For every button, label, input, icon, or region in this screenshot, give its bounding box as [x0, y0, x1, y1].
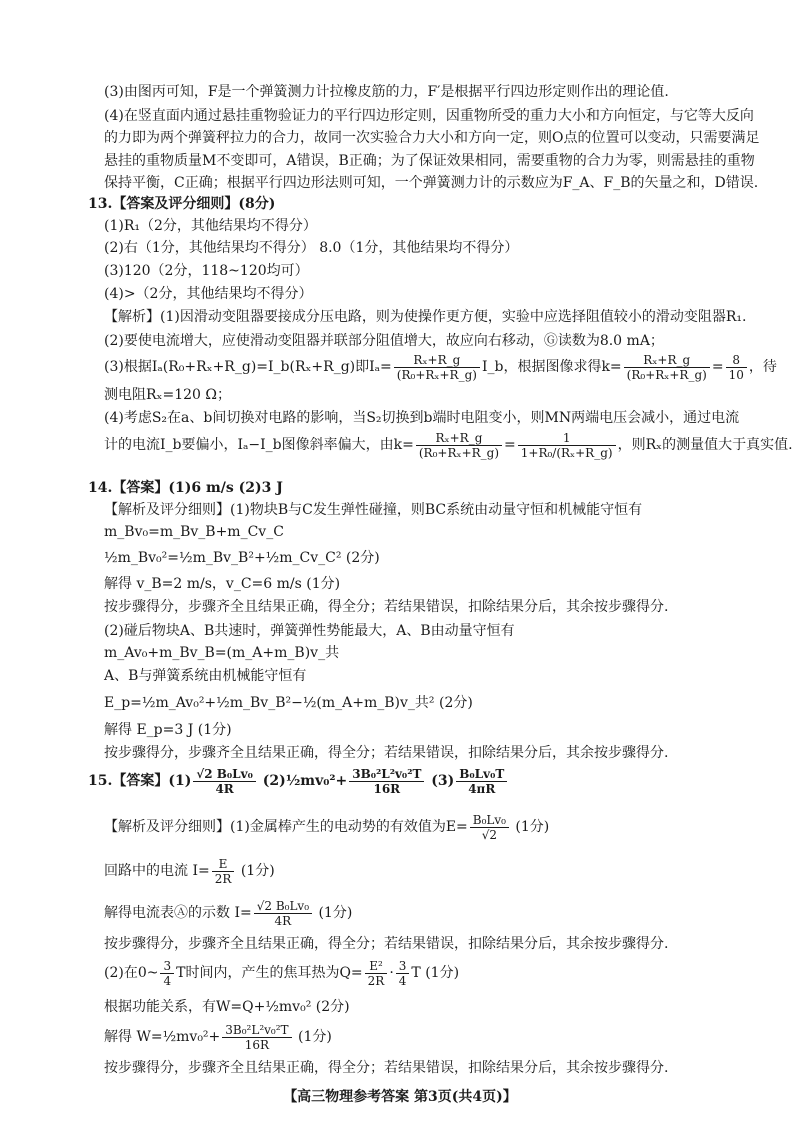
- formula-text: 解得电流表Ⓐ的示数 I=: [104, 905, 252, 921]
- text-line: (2)碰后物块A、B共速时，弹簧弹性势能最大，A、B由动量守恒有: [104, 623, 515, 639]
- formula-line: ½m_Bv₀²=½m_Bv_B²+½m_Cv_C² (2分): [104, 550, 380, 566]
- fraction: [222, 1023, 291, 1052]
- numerator: 3: [160, 959, 174, 974]
- numerator: 3: [396, 959, 410, 974]
- numerator: 3B₀²L²v₀²T: [222, 1023, 291, 1038]
- denominator: 4: [163, 973, 172, 988]
- text-line: (2)右（1分，其他结果均不得分） 8.0（1分，其他结果均不得分）: [104, 240, 519, 256]
- text-line: (4)在竖直面内通过悬挂重物验证力的平行四边形定则，因重物所受的重力大小和方向恒定，与它等大反向: [104, 108, 754, 124]
- formula-line: [104, 428, 793, 462]
- numerator: Rₓ+R_g: [394, 353, 480, 368]
- formula-line: m_Av₀+m_Bv_B=(m_A+m_B)v_共: [104, 645, 340, 661]
- question-14-heading: 14.【答案】(1)6 m/s (2)3 J: [88, 480, 283, 496]
- formula-text: 解得 W=½mv₀²+: [104, 1029, 221, 1045]
- formula-line: [104, 352, 777, 382]
- formula-text: ，待: [748, 359, 777, 375]
- text-line: (1)R₁（2分，其他结果均不得分）: [104, 218, 317, 234]
- text-line: (3)120（2分，118~120均可）: [104, 263, 309, 279]
- analysis-line: 【解析及评分细则】(1)物块B与C发生弹性碰撞，则BC系统由动量守恒和机械能守恒有: [104, 502, 643, 518]
- formula-line: [104, 810, 704, 844]
- numerator: B₀Lv₀: [470, 813, 509, 828]
- page-footer: 【高三物理参考答案 第3页(共4页)】: [283, 1089, 517, 1105]
- denominator: 1+R₀/(Rₓ+R_g): [520, 445, 613, 460]
- numerator: E: [212, 857, 235, 872]
- denominator: (R₀+Rₓ+R_g): [626, 367, 707, 382]
- formula-text: (1分): [314, 905, 353, 921]
- denominator: 4R: [215, 781, 234, 796]
- text-line: 按步骤得分，步骤齐全且结果正确，得全分；若结果错误，扣除结果分后，其余按步骤得分.: [104, 745, 669, 761]
- formula-text: 15.【答案】(1): [88, 773, 192, 789]
- formula-line: [104, 1020, 704, 1054]
- text-line: (4)考虑S₂在a、b间切换对电路的影响，当S₂切换到b端时电阻变小，则MN两端电压会减小，通过电流: [104, 410, 740, 426]
- formula-line: [104, 854, 704, 888]
- text-line: 解得 E_p=3 J (1分): [104, 722, 232, 738]
- fraction: [416, 431, 502, 460]
- formula-text: (2)在0~: [104, 965, 159, 981]
- fraction: [365, 959, 388, 988]
- formula-text: T时间内，产生的焦耳热为Q=: [176, 965, 363, 981]
- denominator: 4R: [274, 913, 292, 928]
- denominator: 2R: [367, 973, 385, 988]
- fraction: [349, 767, 424, 796]
- formula-text: 回路中的电流 I=: [104, 863, 210, 879]
- text-line: (4)>（2分，其他结果均不得分）: [104, 286, 313, 302]
- formula-text: ，则Rₓ的测量值大于真实值.: [617, 437, 793, 453]
- formula-text: (1分): [293, 1029, 332, 1045]
- denominator: 4πR: [468, 781, 496, 796]
- analysis-line: 【解析】(1)因滑动变阻器要接成分压电路，则为使操作更方便，实验中应选择阻值较小的滑动变阻器R₁.: [104, 309, 747, 325]
- numerator: 3B₀²L²v₀²T: [349, 767, 424, 782]
- fraction: [456, 767, 507, 796]
- question-13-heading: 13.【答案及评分细则】(8分): [88, 196, 276, 212]
- formula-text: (3)根据Iₐ(R₀+Rₓ+R_g)=I_b(Rₓ+R_g)即Iₐ=: [104, 359, 392, 375]
- numerator: √2 B₀Lv₀: [193, 767, 255, 782]
- text-line: A、B与弹簧系统由机械能守恒有: [104, 668, 307, 684]
- fraction: [193, 767, 255, 796]
- denominator: 16R: [373, 781, 401, 796]
- text-line: 悬挂的重物质量M不变即可，A错误，B正确；为了保证效果相同，需要重物的合力为零，则需悬挂的重物: [104, 153, 755, 169]
- formula-line: 根据功能关系，有W=Q+½mv₀² (2分): [104, 999, 350, 1015]
- question-15-heading: [88, 764, 688, 798]
- numerator: B₀Lv₀T: [456, 767, 507, 782]
- fraction: [470, 813, 509, 842]
- denominator: (R₀+Rₓ+R_g): [396, 367, 477, 382]
- denominator: 4: [398, 973, 407, 988]
- text-line: (3)由图丙可知，F是一个弹簧测力计拉橡皮筋的力，F′是根据平行四边形定则作出的理论值.: [104, 84, 669, 100]
- formula-text: T (1分): [411, 965, 460, 981]
- formula-line: m_Bv₀=m_Bv_B+m_Cv_C: [104, 524, 284, 540]
- text-line: 按步骤得分，步骤齐全且结果正确，得全分；若结果错误，扣除结果分后，其余按步骤得分.: [104, 936, 669, 952]
- formula-text: =: [504, 437, 516, 453]
- text-line: 按步骤得分，步骤齐全且结果正确，得全分；若结果错误，扣除结果分后，其余按步骤得分.: [104, 599, 669, 615]
- text-line: 的力即为两个弹簧秤拉力的合力，故同一次实验合力大小和方向一定，则O点的位置可以变动，只需要满足: [104, 130, 760, 146]
- numerator: 8: [726, 353, 747, 368]
- formula-line: E_p=½m_Av₀²+½m_Bv_B²−½(m_A+m_B)v_共² (2分): [104, 695, 473, 711]
- text-line: 保持平衡，C正确；根据平行四边形法则可知，一个弹簧测力计的示数应为F_A、F_B的矢量之和，D错误.: [104, 175, 759, 191]
- text-line: 解得 v_B=2 m/s，v_C=6 m/s (1分): [104, 576, 341, 592]
- fraction: [254, 899, 312, 928]
- denominator: 2R: [214, 871, 232, 886]
- fraction: [518, 431, 616, 460]
- fraction: [624, 353, 710, 382]
- fraction: [160, 959, 174, 988]
- numerator: 1: [518, 431, 616, 446]
- formula-text: (1分): [236, 863, 275, 879]
- formula-text: 计的电流I_b要偏小，Iₐ−I_b图像斜率偏大，由k=: [104, 437, 414, 453]
- denominator: 10: [728, 367, 744, 382]
- formula-text: =: [711, 359, 724, 375]
- formula-text: (3): [426, 773, 455, 789]
- denominator: √2: [481, 827, 498, 842]
- denominator: 16R: [244, 1037, 270, 1052]
- denominator: (R₀+Rₓ+R_g): [418, 445, 500, 460]
- formula-line: [104, 896, 704, 930]
- fraction: [394, 353, 480, 382]
- numerator: E²: [365, 959, 388, 974]
- fraction: [726, 353, 747, 382]
- formula-text: 【解析及评分细则】(1)金属棒产生的电动势的有效值为E=: [104, 819, 468, 835]
- text-line: 按步骤得分，步骤齐全且结果正确，得全分；若结果错误，扣除结果分后，其余按步骤得分.: [104, 1060, 669, 1076]
- formula-text: (2)½mv₀²+: [257, 773, 348, 789]
- formula-text: I_b，根据图像求得k=: [481, 359, 622, 375]
- formula-text: (1分): [510, 819, 550, 835]
- fraction: [212, 857, 235, 886]
- formula-text: ·: [389, 965, 394, 981]
- fraction: [396, 959, 410, 988]
- text-line: 测电阻Rₓ=120 Ω；: [104, 387, 231, 403]
- text-line: (2)要使电流增大，应使滑动变阻器并联部分阻值增大，故应向右移动，Ⓖ读数为8.0 mA；: [104, 333, 664, 349]
- numerator: Rₓ+R_g: [624, 353, 710, 368]
- formula-line: [104, 956, 704, 990]
- numerator: Rₓ+R_g: [416, 431, 502, 446]
- numerator: √2 B₀Lv₀: [254, 899, 312, 914]
